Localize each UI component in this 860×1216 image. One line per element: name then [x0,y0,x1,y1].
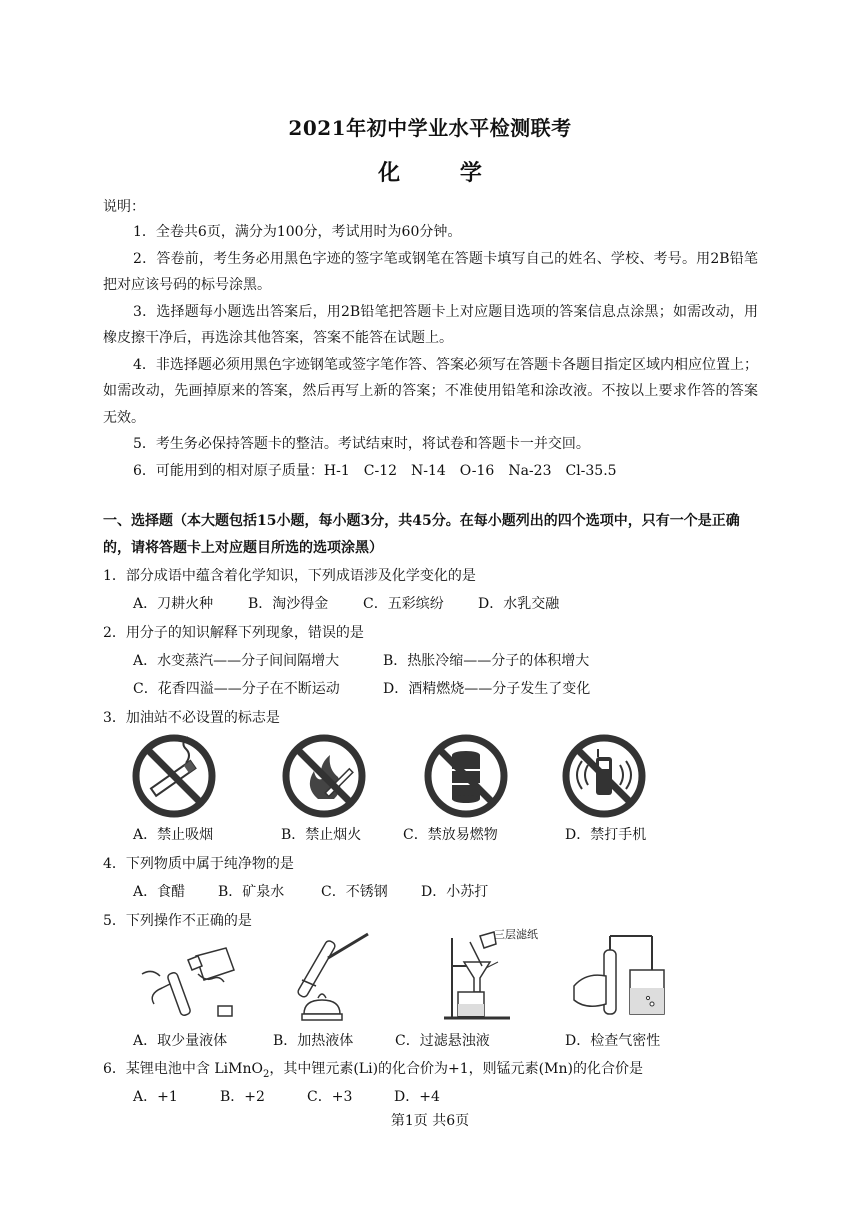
q6-stem-suffix: ，其中锂元素(Li)的化合价为+1，则锰元素(Mn)的化合价是 [269,1061,643,1077]
q1-option-c: C．五彩缤纷 [363,596,444,612]
q5-option-b: B．加热液体 [273,1033,354,1049]
dropper-pour-liquid-icon [136,934,246,1026]
q4-option-a: A．食醋 [133,884,186,900]
q6-option-d: D．+4 [394,1089,440,1105]
question-1-stem: 1．部分成语中蕴含着化学知识，下列成语涉及化学变化的是 [103,568,476,584]
heat-liquid-icon [282,928,382,1028]
q3-option-b: B．禁止烟火 [281,827,362,843]
no-phone-icon [558,733,650,819]
filter-paper-label: 三层滤纸 [494,928,538,941]
page-number: 第1页 共6页 [390,1113,470,1129]
q3-option-d: D．禁打手机 [565,827,647,843]
no-flammables-icon [420,733,512,819]
q5-option-c: C．过滤悬浊液 [395,1033,490,1049]
q1-option-d: D．水乳交融 [478,596,560,612]
q1-option-a: A．刀耕火种 [133,596,214,612]
question-5-stem: 5．下列操作不正确的是 [103,913,252,929]
note-item: 4．非选择题必须用黑色字迹钢笔或签字笔作答、答案必须写在答题卡各题目指定区域内相应位置上；如需改动，先画掉原来的答案，然后再写上新的答案；不准使用铅笔和涂改液。不按以上要求作答的答案无效。 [103,356,758,426]
q6-option-b: B．+2 [220,1089,265,1105]
exam-title: 2021年初中学业水平检测联考 [288,116,572,140]
q5-option-d: D．检查气密性 [565,1033,661,1049]
note-item: 2．答卷前，考生务必用黑色字迹的签字笔或钢笔在答题卡填写自己的姓名、学校、考号。用2B铅笔把对应该号码的标号涂黑。 [103,250,758,293]
q3-option-c: C．禁放易燃物 [403,827,498,843]
no-fire-icon [278,733,370,819]
note-item: 3．选择题每小题选出答案后，用2B铅笔把答题卡上对应题目选项的答案信息点涂黑；如需改动，用橡皮擦干净后，再选涂其他答案，答案不能答在试题上。 [103,303,758,346]
q2-option-d: D．酒精燃烧——分子发生了变化 [383,681,591,697]
notes-label: 说明： [103,199,145,215]
q1-option-b: B．淘沙得金 [248,596,329,612]
q4-option-c: C．不锈钢 [321,884,388,900]
q2-option-b: B．热胀冷缩——分子的体积增大 [383,653,590,669]
note-item: 1．全卷共6页，满分为100分，考试用时为60分钟。 [133,224,462,240]
no-smoking-icon [128,733,220,819]
question-3-stem: 3．加油站不必设置的标志是 [103,710,280,726]
check-airtightness-icon [566,930,676,1026]
question-4-stem: 4．下列物质中属于纯净物的是 [103,856,294,872]
exam-subject: 化 学 [378,160,508,186]
q6-stem-subscript: 2 [262,1068,270,1080]
q4-option-b: B．矿泉水 [218,884,285,900]
notes-list [103,219,758,484]
q6-option-a: A．+1 [133,1089,178,1105]
q6-option-c: C．+3 [307,1089,353,1105]
section-heading: 一、选择题（本大题包括15小题，每小题3分，共45分。在每小题列出的四个选项中，只有一个是正确的，请将答题卡上对应题目所选的选项涂黑） [103,513,740,556]
q6-stem-prefix: 6．某锂电池中含 LiMnO [103,1061,263,1077]
note-item: 6．可能用到的相对原子质量：H-1 C-12 N-14 O-16 Na-23 Cl-35.5 [133,462,617,479]
q3-option-a: A．禁止吸烟 [133,827,214,843]
filter-suspension-icon [430,928,550,1028]
q2-option-c: C．花香四溢——分子在不断运动 [133,681,340,697]
q5-option-a: A．取少量液体 [133,1033,228,1049]
question-2-stem: 2．用分子的知识解释下列现象，错误的是 [103,625,364,641]
note-item: 5．考生务必保持答题卡的整洁。考试结束时，将试卷和答题卡一并交回。 [133,436,590,452]
q2-option-a: A．水变蒸汽——分子间间隔增大 [133,653,340,669]
q4-option-d: D．小苏打 [421,884,489,900]
